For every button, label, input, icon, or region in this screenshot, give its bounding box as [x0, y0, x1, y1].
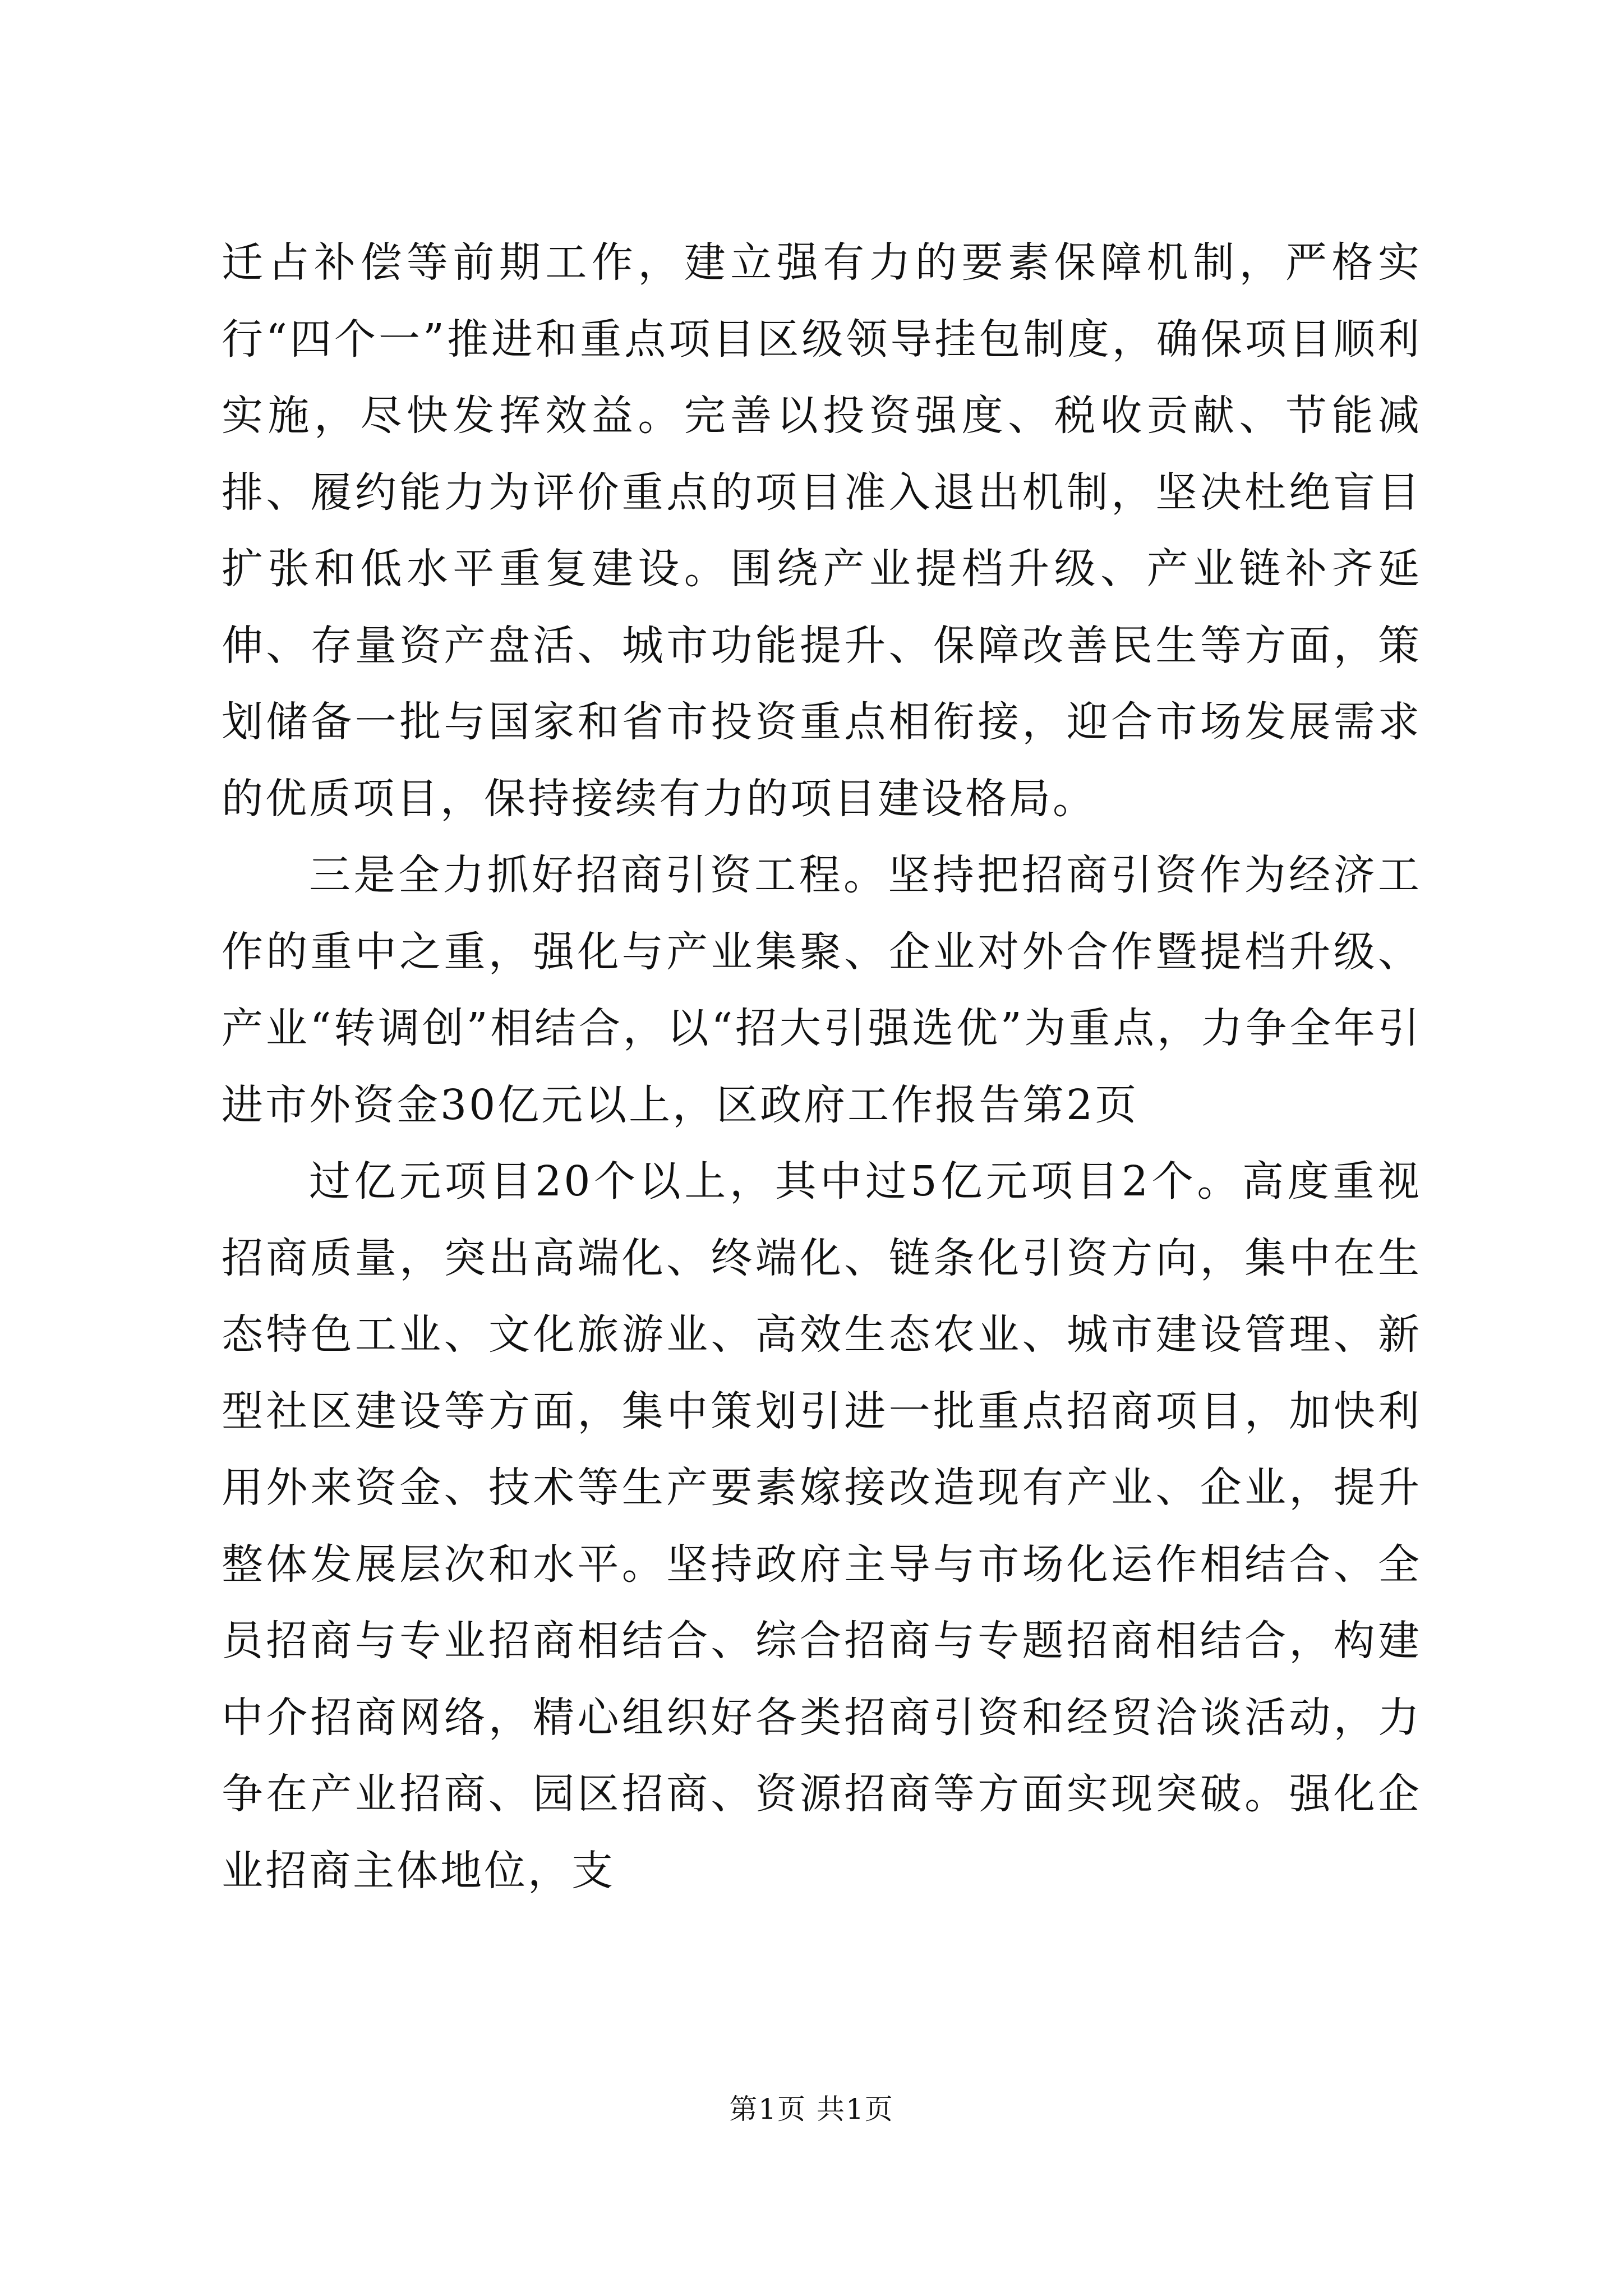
page-footer: 第1页 共1页 [729, 2093, 894, 2125]
paragraph-2: 三是全力抓好招商引资工程。坚持把招商引资作为经济工作的重中之重，强化与产业集聚、企业对外合作暨提档升级、产业“转调创”相结合，以“招大引强选优”为重点，力争全年引进市外资金30亿元以上，区政府工作报告第2页 [222, 851, 1422, 1129]
paragraph-1: 迁占补偿等前期工作，建立强有力的要素保障机制，严格实行“四个一”推进和重点项目区级领导挂包制度，确保项目顺利实施，尽快发挥效益。完善以投资强度、税收贡献、节能减排、履约能力为评价重点的项目准入退出机制，坚决杜绝盲目扩张和低水平重复建设。围绕产业提档升级、产业链补齐延伸、存量资产盘活、城市功能提升、保障改善民生等方面，策划储备一批与国家和省市投资重点相衔接，迎合市场发展需求的优质项目，保持接续有力的项目建设格局。 [222, 238, 1422, 823]
paragraph-3: 过亿元项目20个以上，其中过5亿元项目2个。高度重视招商质量，突出高端化、终端化、链条化引资方向，集中在生态特色工业、文化旅游业、高效生态农业、城市建设管理、新型社区建设等方面，集中策划引进一批重点招商项目，加快利用外来资金、技术等生产要素嫁接改造现有产业、企业，提升整体发展层次和水平。坚持政府主导与市场化运作相结合、全员招商与专业招商相结合、综合招商与专题招商相结合，构建中介招商网络，精心组织好各类招商引资和经贸洽谈活动，力争在产业招商、园区招商、资源招商等方面实现突破。强化企业招商主体地位，支 [222, 1157, 1422, 1895]
document-body [222, 224, 1422, 1909]
